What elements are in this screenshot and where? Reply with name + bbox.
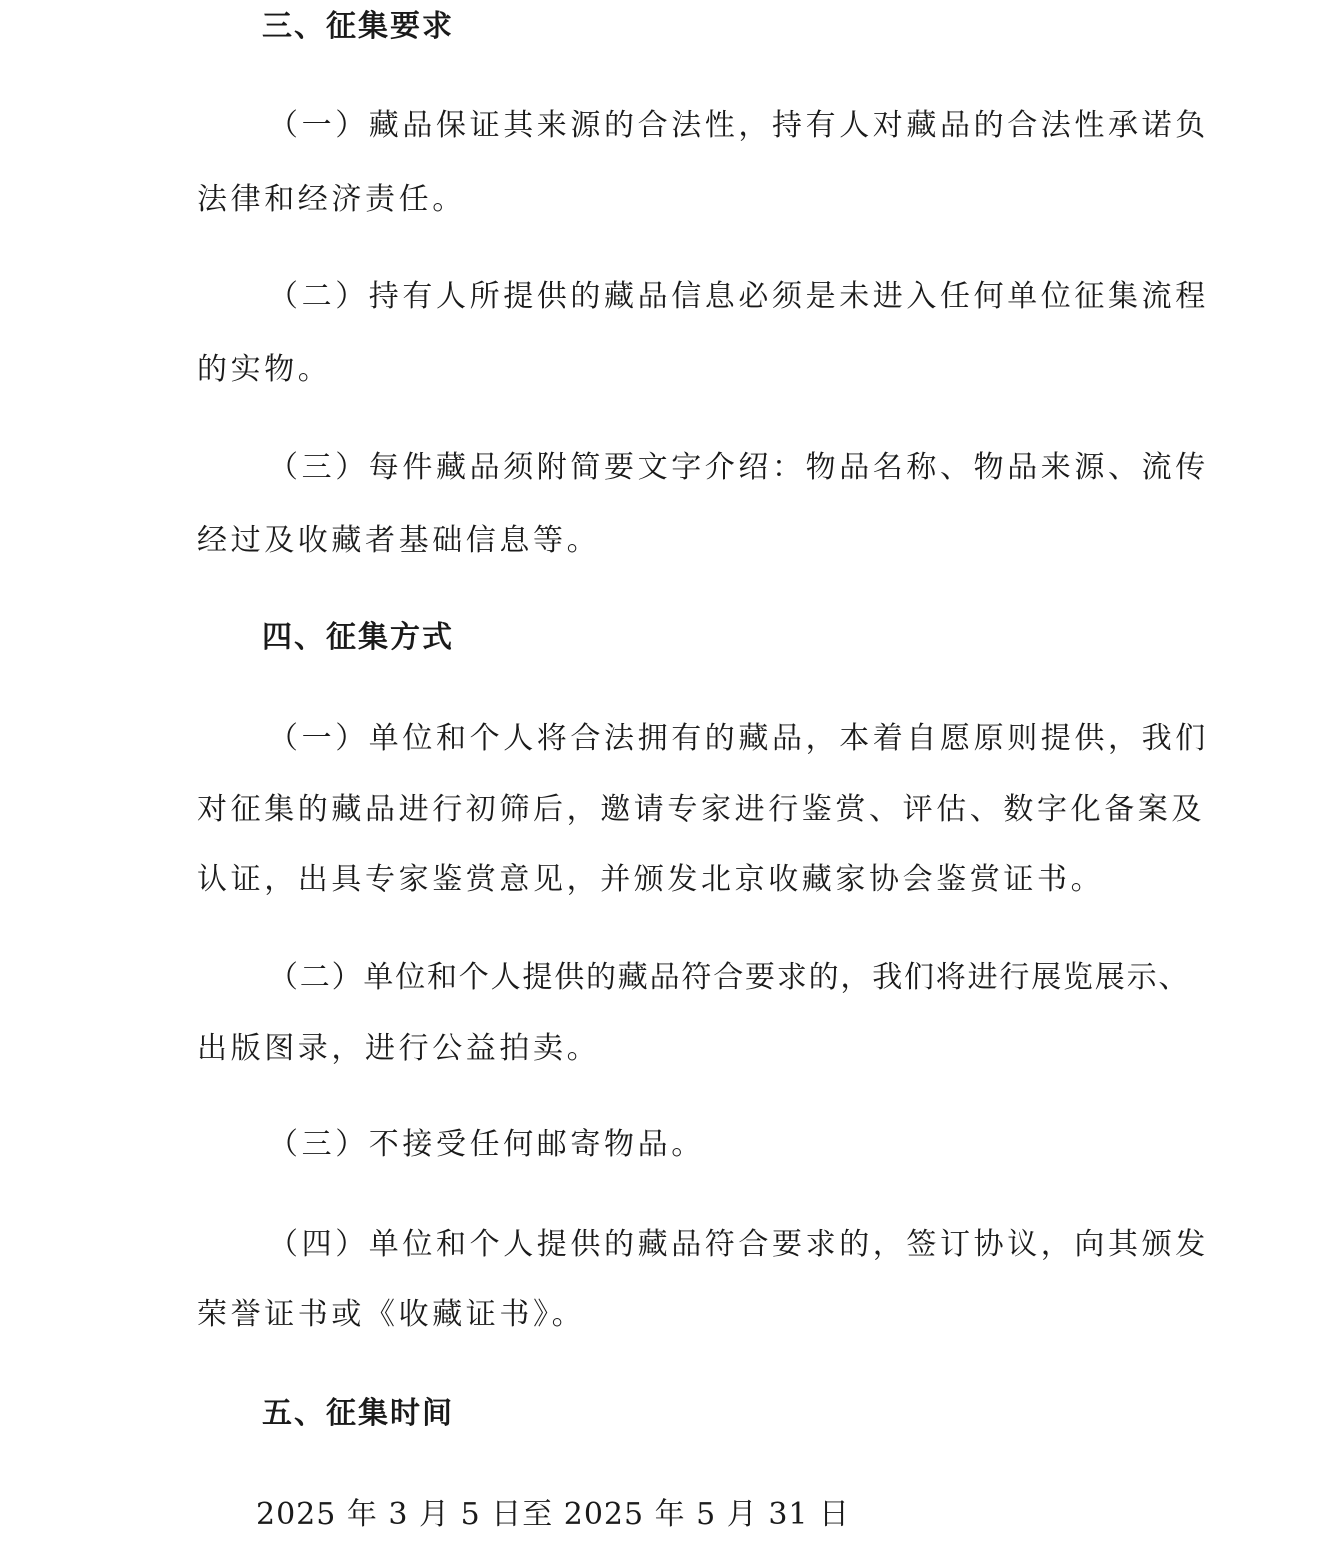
method-4-line-2: 荣誉证书或《收藏证书》。 xyxy=(197,1297,586,1332)
method-1-line-2: 对征集的藏品进行初筛后，邀请专家进行鉴赏、评估、数字化备案及 xyxy=(197,792,1205,827)
section-heading-requirements: 三、征集要求 xyxy=(262,9,454,44)
method-2-line-1: （二）单位和个人提供的藏品符合要求的，我们将进行展览展示、 xyxy=(268,960,1191,995)
requirement-3-line-1: （三）每件藏品须附简要文字介绍：物品名称、物品来源、流传 xyxy=(268,450,1209,485)
method-1-line-3: 认证，出具专家鉴赏意见，并颁发北京收藏家协会鉴赏证书。 xyxy=(197,862,1105,897)
method-1-line-1: （一）单位和个人将合法拥有的藏品，本着自愿原则提供，我们 xyxy=(268,721,1209,756)
method-3-line-1: （三）不接受任何邮寄物品。 xyxy=(268,1127,705,1162)
requirement-1-line-1: （一）藏品保证其来源的合法性，持有人对藏品的合法性承诺负 xyxy=(268,108,1209,143)
section-heading-methods: 四、征集方式 xyxy=(262,620,454,655)
requirement-3-line-2: 经过及收藏者基础信息等。 xyxy=(197,523,601,558)
method-4-line-1: （四）单位和个人提供的藏品符合要求的，签订协议，向其颁发 xyxy=(268,1227,1209,1262)
section-heading-period: 五、征集时间 xyxy=(262,1396,454,1431)
requirement-2-line-1: （二）持有人所提供的藏品信息必须是未进入任何单位征集流程 xyxy=(268,279,1209,314)
requirement-2-line-2: 的实物。 xyxy=(197,352,332,387)
collection-period-dates: 2025 年 3 月 5 日至 2025 年 5 月 31 日 xyxy=(256,1497,851,1532)
method-2-line-2: 出版图录，进行公益拍卖。 xyxy=(197,1031,601,1066)
requirement-1-line-2: 法律和经济责任。 xyxy=(197,182,466,217)
